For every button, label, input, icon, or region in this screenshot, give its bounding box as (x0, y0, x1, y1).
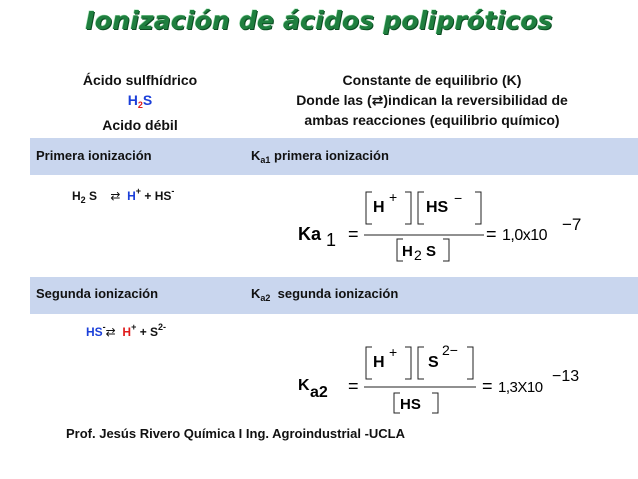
constant-note-2: ambas reacciones (equilibrio químico) (304, 112, 560, 128)
svg-text:+: + (389, 344, 398, 360)
constant-title: Constante de equilibrio (K) (342, 72, 522, 88)
ka1-subscript: 1 (326, 230, 337, 250)
second-reaction: HS-⇄ $H^+ + S^{2-}$ (86, 322, 167, 339)
svg-text:H: H (373, 354, 385, 371)
first-reaction: $H_2$ S ⇄ H+ + HS- (72, 186, 175, 205)
acid-formula: $H_2S$ (127, 92, 153, 110)
svg-text:HS: HS (400, 396, 421, 413)
ka1-value: 1,0x10 (502, 227, 548, 244)
svg-text:S: S (428, 354, 439, 371)
acid-name: Ácido sulfhídrico (82, 72, 198, 88)
ka1-equation (290, 176, 630, 276)
svg-text:+: + (389, 189, 398, 205)
first-ionization-label: Primera ionización (36, 148, 152, 163)
svg-text:2: 2 (414, 247, 422, 263)
ka1-symbol: Ka (298, 224, 322, 244)
svg-text:=: = (348, 376, 359, 396)
ka1-label: $K_{a1}$ primera ionización (251, 148, 389, 165)
svg-text:=: = (348, 224, 359, 244)
equilibrium-arrow-icon: ⇄ (105, 325, 116, 339)
svg-text:H: H (402, 243, 413, 260)
ka2-label: $K_{a2}$ segunda ionización (251, 286, 399, 303)
ka2-equation (290, 335, 620, 425)
svg-text:=: = (482, 376, 493, 396)
equilibrium-arrow-icon: ⇄ (110, 189, 121, 203)
svg-text:S: S (426, 243, 437, 260)
ka2-exponent: −13 (552, 368, 580, 385)
page-title: Ionización de ácidos polipróticos (85, 6, 553, 35)
ka2-subscript: a2 (310, 384, 328, 401)
footer-credit: Prof. Jesús Rivero Química I Ing. Agroindustrial -UCLA (66, 426, 406, 441)
ka2-value: 1,3X10 (498, 379, 543, 396)
acid-strength: Acido débil (102, 117, 178, 133)
constant-note: Donde las (⇄)indican la reversibilidad de (296, 92, 568, 108)
svg-text:H: H (373, 199, 385, 216)
ka1-exponent: −7 (562, 215, 582, 234)
svg-text:−: − (454, 190, 463, 206)
second-ionization-label: Segunda ionización (36, 286, 159, 301)
equilibrium-arrow-icon: ⇄ (371, 92, 384, 108)
ka2-symbol: K (298, 377, 310, 394)
svg-text:=: = (486, 224, 497, 244)
svg-text:HS: HS (426, 199, 449, 216)
constant-header (252, 70, 612, 130)
acid-header (40, 70, 240, 135)
svg-text:2−: 2− (442, 342, 458, 358)
